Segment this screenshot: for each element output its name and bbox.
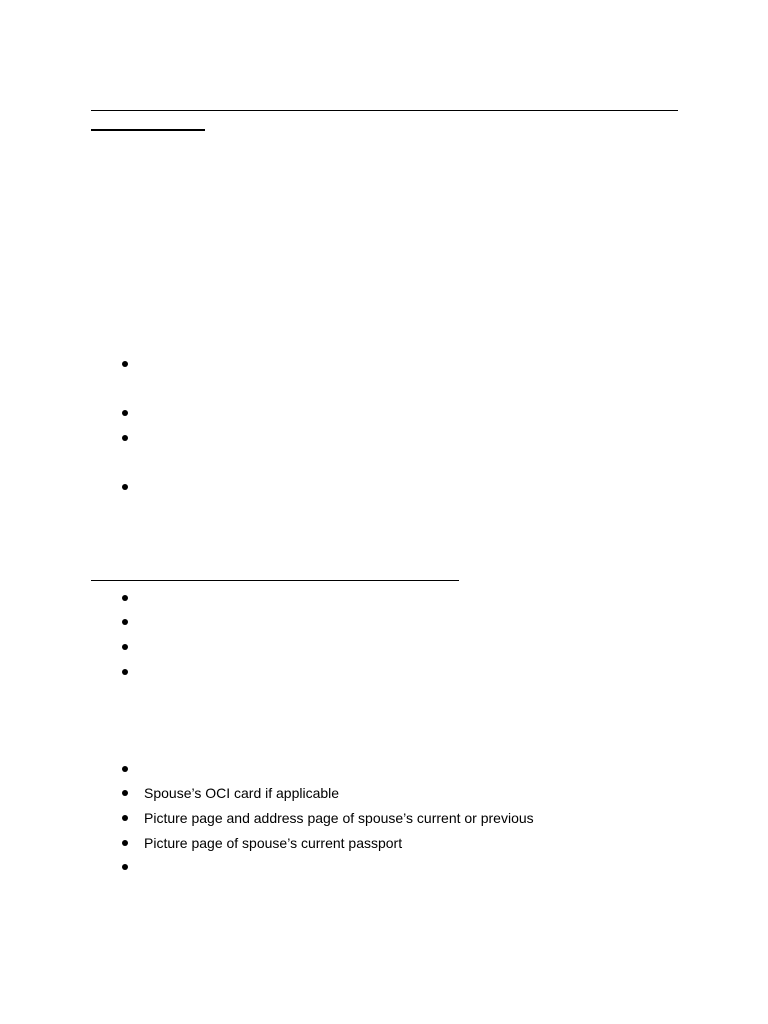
- bullet-icon: [122, 619, 128, 625]
- list-item-text: Picture page of spouse’s current passport: [144, 835, 403, 851]
- list-item: [118, 477, 128, 497]
- list-item: [118, 759, 128, 779]
- list-item: [118, 612, 128, 632]
- list-item: [118, 428, 128, 448]
- list-item: [118, 783, 340, 803]
- list-item: [118, 857, 128, 877]
- bullet-icon: [122, 435, 128, 441]
- bullet-icon: [122, 766, 128, 772]
- list-item: [118, 588, 128, 608]
- list-item-text: Spouse’s OCI card if applicable: [144, 785, 340, 801]
- bullet-icon: [122, 669, 128, 675]
- section-rule: [91, 580, 459, 581]
- bullet-icon: [122, 840, 128, 846]
- bullet-icon: [122, 815, 128, 821]
- top-rule: [91, 110, 678, 111]
- bullet-icon: [122, 790, 128, 796]
- heading-underline: [91, 129, 205, 131]
- list-item: [118, 808, 534, 828]
- bullet-icon: [122, 361, 128, 367]
- list-item-text: Picture page and address page of spouse’s current or previous: [144, 810, 534, 826]
- bullet-icon: [122, 410, 128, 416]
- list-item: [118, 403, 128, 423]
- bullet-icon: [122, 864, 128, 870]
- bullet-icon: [122, 484, 128, 490]
- list-item: [118, 833, 403, 853]
- list-item: [118, 354, 128, 374]
- bullet-icon: [122, 595, 128, 601]
- list-item: [118, 637, 128, 657]
- bullet-icon: [122, 644, 128, 650]
- list-item: [118, 662, 128, 682]
